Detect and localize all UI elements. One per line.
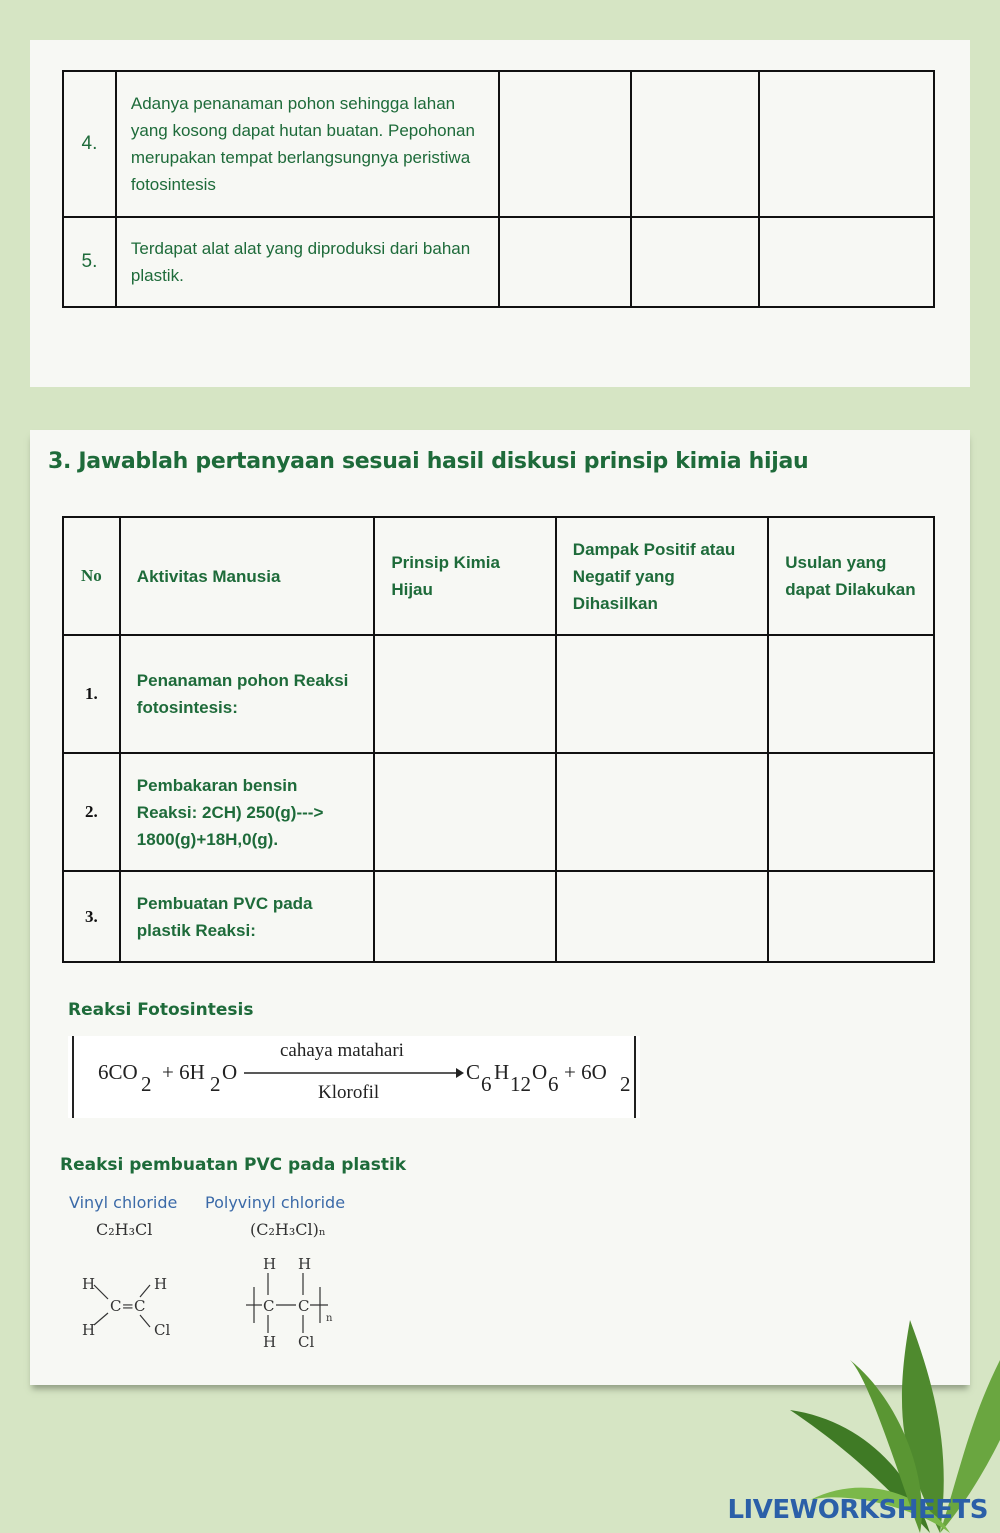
row-number: 3.	[63, 871, 120, 962]
svg-text:Cl: Cl	[298, 1333, 315, 1351]
activity-cell: Pembakaran bensin Reaksi: 2CH) 250(g)---> 1800(g)+18H,0(g).	[120, 753, 375, 871]
row-text: Terdapat alat alat yang diproduksi dari bahan plastik.	[116, 217, 499, 307]
row-number: 2.	[63, 753, 120, 871]
header-no: No	[63, 517, 120, 635]
answer-cell[interactable]	[499, 71, 631, 217]
svg-text:C: C	[263, 1297, 275, 1315]
pvc-label: Reaksi pembuatan PVC pada plastik	[60, 1155, 407, 1175]
svg-text:H: H	[263, 1255, 277, 1273]
pvc-structure-diagram	[70, 1255, 370, 1355]
table-row	[63, 71, 934, 217]
svg-text:n: n	[326, 1313, 333, 1324]
poly-formula: (C₂H₃Cl)ₙ	[250, 1220, 326, 1239]
answer-cell[interactable]	[631, 217, 760, 307]
vinyl-chloride-name: Vinyl chloride	[69, 1193, 178, 1212]
answer-cell[interactable]	[374, 635, 555, 753]
row-number: 5.	[63, 217, 116, 307]
answer-cell[interactable]	[374, 871, 555, 962]
green-chemistry-table	[62, 516, 935, 963]
table-row	[63, 753, 934, 871]
photosynthesis-label: Reaksi Fotosintesis	[68, 1000, 254, 1020]
answer-cell[interactable]	[768, 635, 934, 753]
answer-cell[interactable]	[556, 871, 768, 962]
header-activity: Aktivitas Manusia	[120, 517, 375, 635]
table-row	[63, 635, 934, 753]
answer-cell[interactable]	[768, 753, 934, 871]
svg-text:H: H	[82, 1275, 96, 1293]
activity-cell: Pembuatan PVC pada plastik Reaksi:	[120, 871, 375, 962]
activity-table-continued	[62, 70, 935, 308]
polyvinyl-chloride-name: Polyvinyl chloride	[205, 1193, 346, 1212]
row-number: 1.	[63, 635, 120, 753]
table-header-row	[63, 517, 934, 635]
answer-cell[interactable]	[374, 753, 555, 871]
svg-text:H: H	[263, 1333, 277, 1351]
answer-cell[interactable]	[768, 871, 934, 962]
svg-text:C: C	[298, 1297, 310, 1315]
row-number: 4.	[63, 71, 116, 217]
activity-cell: Penanaman pohon Reaksi fotosintesis:	[120, 635, 375, 753]
svg-text:H: H	[82, 1321, 96, 1339]
header-principle: Prinsip Kimia Hijau	[374, 517, 555, 635]
answer-cell[interactable]	[631, 71, 760, 217]
answer-cell[interactable]	[556, 635, 768, 753]
answer-cell[interactable]	[556, 753, 768, 871]
header-suggestion: Usulan yang dapat Dilakukan	[768, 517, 934, 635]
svg-text:C=C: C=C	[110, 1297, 146, 1315]
svg-text:H: H	[298, 1255, 312, 1273]
answer-cell[interactable]	[499, 217, 631, 307]
vinyl-formula: C₂H₃Cl	[96, 1220, 153, 1239]
svg-text:H: H	[154, 1275, 168, 1293]
table-row	[63, 217, 934, 307]
svg-text:Cl: Cl	[154, 1321, 171, 1339]
row-text: Adanya penanaman pohon sehingga lahan yang kosong dapat hutan buatan. Pepohonan merupakan tempat berlangsungnya peristiwa fotosintesis	[116, 71, 499, 217]
arrow-condition-top: cahaya matahari	[280, 1040, 404, 1061]
arrow-condition-bottom: Klorofil	[318, 1082, 380, 1103]
reaction-arrow-icon	[244, 1066, 464, 1080]
header-impact: Dampak Positif atau Negatif yang Dihasilkan	[556, 517, 768, 635]
photosynthesis-equation: 6CO 2 + 6H 2 O cahaya matahari Klorofil C 6 H 12 O 6 + 6O 2	[68, 1036, 640, 1118]
table-row	[63, 871, 934, 962]
liveworksheets-logo[interactable]: LIVEWORKSHEETS	[727, 1495, 988, 1525]
section-title: 3. Jawablah pertanyaan sesuai hasil diskusi prinsip kimia hijau	[48, 449, 809, 474]
answer-cell[interactable]	[759, 71, 934, 217]
answer-cell[interactable]	[759, 217, 934, 307]
